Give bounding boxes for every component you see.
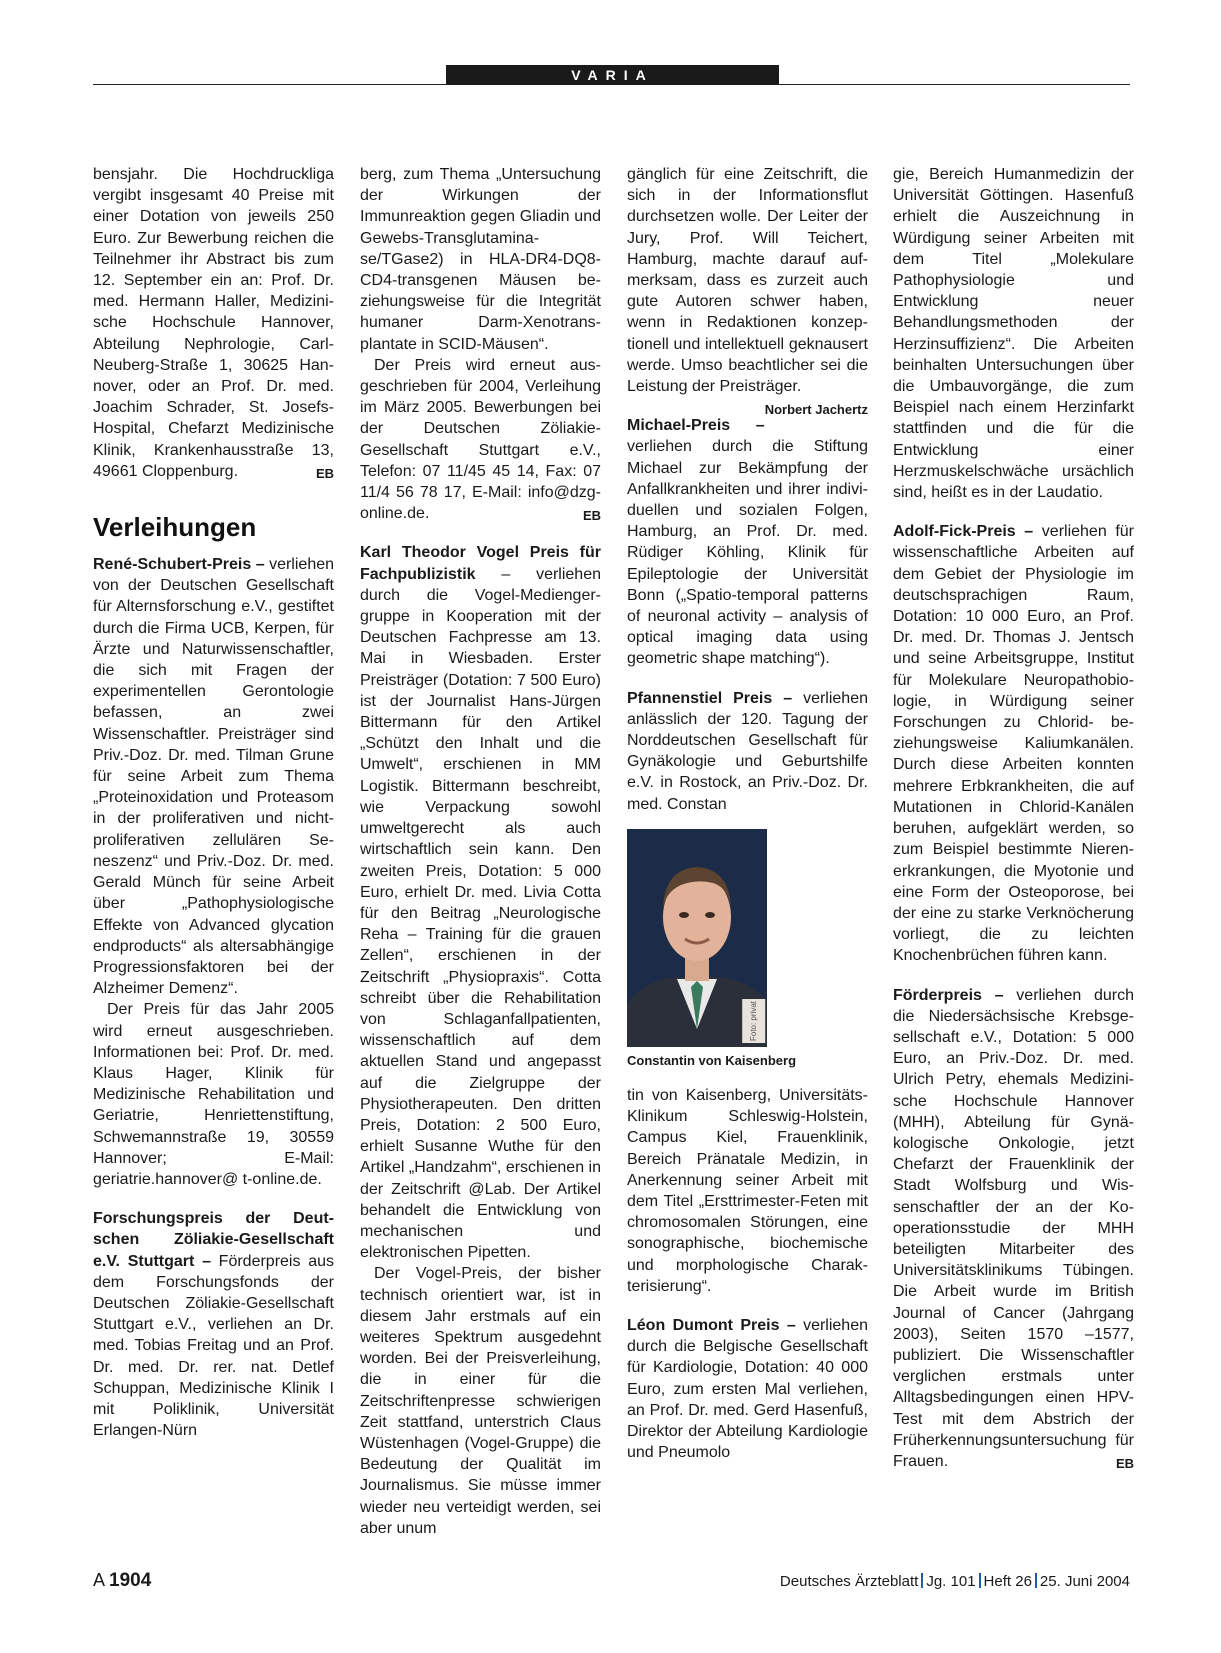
section-heading: Verleihungen: [93, 512, 257, 543]
award-name: Léon Dumont Preis –: [627, 1316, 796, 1334]
author-signature: EB: [582, 508, 601, 524]
paragraph: René-Schubert-Preis – verliehen von der Deutschen Gesellschaft für Alternsforschung e.V., gestiftet durch die Firma UCB, Kerpen, für Ärzte und Naturwissenschaftler, die sich mit Fragen der experimentellen Gerontologie befassen, an zwei Wissenschaftler. Preisträger sind Priv.-Doz. Dr. med. Tilman Grune für seine Arbeit zum Thema „Proteinoxidation und Proteasom in der proliferativen und nichtproliferativen zellulären Seneszenz“ und Priv.-Doz. Dr. med. Gerald Münch für seine Arbeit über „Pathophysiologische Effekte von Advanced glycation endproducts“ als altersabhängige Progressionsfaktoren bei der Alzheimer Demenz“.: [93, 556, 335, 998]
award-name: Pfannenstiel Preis –: [627, 689, 793, 707]
author-signature: Norbert Jachertz: [764, 402, 868, 418]
separator: [979, 1573, 981, 1588]
page-number: [93, 1570, 151, 1592]
column-2: [360, 164, 601, 1539]
paragraph: Der Preis für das Jahr 2005 wird erneut ausgeschrieben. Informationen bei: Prof. Dr. med. Klaus Hager, Klinik für Medizinische Rehabilitation und Geriatrie, Henriettenstiftung, Schwemannstraße 19, 30559 Hannover; E-Mail: geriatrie.hannover@ t-online.de.: [93, 1001, 334, 1188]
paragraph: Forschungspreis der Deutschen Zöliakie-Gesellschaft e.V. Stuttgart – Förderpreis aus dem Forschungsfonds der Deutschen Zöliakie-Gesellschaft Stuttgart e.V., verliehen an Dr. med. Tobias Freitag und an Prof. Dr. med. Dr. rer. nat. Detlef Schuppan, Medizinische Klinik I mit Poliklinik, Universität Erlangen-Nürn: [93, 1210, 334, 1440]
separator: [921, 1573, 923, 1588]
award-name: Förderpreis –: [893, 986, 1004, 1004]
paragraph: Der Preis wird erneut ausgeschrieben für 2004, Verleihung im März 2005. Bewerbungen bei der Deutschen Zöliakie-Gesellschaft Stuttgart e.V., Telefon: 07 11/45 45 14, Fax: 07 11/4 56 78 17, E-Mail: info@dzg-online.de. EB: [360, 355, 601, 525]
award-name: Adolf-Fick-Preis –: [893, 523, 1034, 541]
paragraph: Léon Dumont Preis – verliehen durch die Belgische Gesellschaft für Kardiologie, Dotation: 40 000 Euro, zum ersten Mal verliehen, an Prof. Dr. med. Gerd Hasenfuß, Direktor der Abteilung Kardiologie und Pneumolo: [627, 1316, 868, 1462]
section-header: VARIA: [446, 65, 779, 85]
paragraph: Adolf-Fick-Preis – verliehen für wissenschaftliche Arbeiten auf dem Gebiet der Physiologie im deutschsprachigen Raum, Dotation: 10 000 Euro, an Prof. Dr. med. Dr. Thomas J. Jentsch und seine Arbeitsgruppe, Institut für Molekulare Neuropathobiologie, in Würdigung seiner Forschungen zu Chlorid- beziehungsweise Kaliumkanälen. Durch diese Arbeiten konnten mehrere Erbkrankheiten, die auf Mutationen in Chlorid-Kanälen beruhen, aufgeklärt werden, so zum Beispiel bestimmte Nierenerkrankungen, die Myotonie und eine Form der Osteoporose, bei der eine zu starke Verknöcherung vorliegt, die zu leichten Knochenbrüchen führen kann.: [893, 523, 1134, 965]
author-signature: EB: [1115, 1455, 1134, 1471]
page-number-value: 1904: [109, 1570, 152, 1591]
paragraph: Der Vogel-Preis, der bisher technisch orientiert war, ist in diesem Jahr erstmals auf ein weiteres Spektrum ausgedehnt worden. Bei der Preisverleihung, die in einer für die Zeitschriftenpresse schwierigen Zeit stattfand, unterstrich Claus Wüstenhagen (Vogel-Gruppe) die Bedeutung der Qualität im Journalismus. Sie müsse immer wieder neu verteidigt werden, sei aber unum: [360, 1265, 601, 1537]
paragraph: bensjahr. Die Hochdruckliga vergibt insgesamt 40 Preise mit einer Dotation von jeweils 250 Euro. Zur Bewerbung reichen die Teilnehmer ihr Abstract bis zum 12. September ein an: Prof. Dr. med. Hermann Haller, Medizinische Hochschule Hannover, Abteilung Nephrologie, Carl-Neuberg-Straße 1, 30625 Hannover, oder an Prof. Dr. med. Joachim Schrader, St. Josefs-Hospital, Chefarzt Medizinische Klinik, Krankenhausstraße 13, 49661 Cloppenburg. EB: [93, 164, 334, 482]
paragraph: gänglich für eine Zeitschrift, die sich in der Informationsflut durchsetzen wolle. Der Leiter der Jury, Prof. Will Teichert, Hamburg, machte darauf aufmerksam, dass es zurzeit auch gute Autoren schwer haben, wenn in Redaktionen konzeptionell und intellektuell geknausert werde. Umso beachtlicher sei die Leistung der Preisträger. Norbert Jachertz: [627, 164, 868, 397]
journal-citation: [780, 1573, 1130, 1590]
page-prefix: A: [93, 1570, 105, 1590]
award-name: Karl Theodor Vogel Preis für Fachpublizistik: [360, 544, 601, 583]
photo-caption: Constantin von Kaisenberg: [627, 1052, 797, 1068]
journal-name: Deutsches Ärzteblatt: [779, 1573, 919, 1590]
award-name: Forschungspreis der Deutschen Zöliakie-Gesellschaft e.V. Stuttgart –: [93, 1210, 334, 1270]
photo-credit: Foto: privat: [742, 999, 765, 1043]
column-3: [627, 164, 868, 1463]
award-name: Michael-Preis –: [627, 417, 765, 435]
award-name: René-Schubert-Preis –: [93, 556, 265, 574]
paragraph: Pfannenstiel Preis – verliehen anlässlich der 120. Tagung der Norddeutschen Gesellschaft für Gynäkologie und Geburtshilfe e.V. in Rostock, an Priv.-Doz. Dr. med. Constan: [627, 689, 869, 813]
journal-issue: Heft 26: [983, 1573, 1032, 1590]
paragraph: Förderpreis – verliehen durch die Niedersächsische Krebsgesellschaft e.V., Dotation: 5 000 Euro, an Priv.-Doz. Dr. med. Ulrich Petry, ehemals Medizinische Hochschule Hannover (MHH), Abteilung für Gynäkologische Onkologie, jetzt Chefarzt der Frauenklinik der Stadt Wolfsburg und Wissenschaftler der an der Kooperationsstudie der MHH beteiligten Mitarbeiter des Universitätsklinikums Tübingen. Die Arbeit wurde im British Journal of Cancer (Jahrgang 2003), Seiten 1570 –1577, publiziert. Die Wissenschaftler verglichen erstmals unter Alltagsbedingungen einen HPV-Test mit dem Abstrich der Früherkennungsuntersuchung für Frauen. EB: [893, 985, 1134, 1473]
paragraph: Karl Theodor Vogel Preis für Fachpublizistik – verliehen durch die Vogel-Mediengergruppe in Kooperation mit der Deutschen Fachpresse am 13. Mai in Wiesbaden. Erster Preisträger (Dotation: 7 500 Euro) ist der Journalist Hans-Jürgen Bittermann für den Artikel „Schützt den Inhalt und die Umwelt“, erschienen in MM Logistik. Bittermann beschreibt, wie Verpackung sowohl umweltgerecht als auch wirtschaftlich sein kann. Den zweiten Preis, Dotation: 5 000 Euro, erhielt Dr. med. Livia Cotta für den Beitrag „Neurologische Reha – Training für die grauen Zellen“, erschienen in der Zeitschrift „Physiopraxis“. Cotta schreibt über die Rehabilitation von Schlaganfallpatienten, wissenschaftlich auf dem aktuellen Stand und angepasst auf die Zielgruppe der Physiotherapeuten. Den dritten Preis, Dotation: 2 500 Euro, erhielt Susanne Wuthe für den Artikel „Handzahm“, erschienen in der Zeitschrift @Lab. Der Artikel behandelt die Entwicklung von mechanischen und elektronischen Pipetten.: [360, 544, 601, 1262]
paragraph: Michael-Preis – verliehen durch die Stiftung Michael zur Bekämpfung der Anfallkrankheiten und ihrer individuellen und sozialen Folgen, Hamburg, an Prof. Dr. med. Rüdiger Köhling, Klinik für Epileptologie der Universität Bonn („Spatio-temporal patterns of neuronal activity – analysis of optical imaging data using geometric shape matching“).: [627, 417, 868, 668]
column-4: [893, 164, 1134, 1474]
separator: [1035, 1573, 1037, 1588]
author-signature: EB: [315, 465, 334, 481]
journal-date: 25. Juni 2004: [1039, 1573, 1130, 1590]
column-1: [93, 164, 334, 1441]
paragraph: gie, Bereich Humanmedizin der Universität Göttingen. Hasenfuß erhielt die Auszeichnung in Würdigung seiner Arbeiten mit dem Titel „Molekulare Pathophysiologie und Entwicklung neuer Behandlungsmethoden der Herzinsuffizienz“. Die Arbeiten beinhalten Untersuchungen über die Umbauvorgänge, die zum Beispiel nach einem Herzinfarkt stattfinden und die für die Entwicklung einer Herzmuskelschwäche ursächlich sind, heißt es in der Laudatio.: [893, 166, 1134, 502]
portrait-photo: [627, 829, 767, 1047]
paragraph: tin von Kaisenberg, Universitäts-Klinikum Schleswig-Holstein, Campus Kiel, Frauenklinik, Bereich Pränatale Medizin, in Anerkennung seiner Arbeit mit dem Titel „Ersttrimester-Feten mit chromosomalen Störungen, eine sonographische, biochemische und morphologische Charakterisierung“.: [627, 1086, 868, 1295]
journal-volume: Jg. 101: [926, 1573, 976, 1590]
paragraph: berg, zum Thema „Untersuchung der Wirkungen der Immunreaktion gegen Gliadin und Gewebs-Transglutaminase/TGase2) in HLA-DR4-DQ8-CD4-transgenen Mäusen beziehungsweise für die Integrität humaner Darm-Xenotransplantate in SCID-Mäusen“.: [360, 166, 601, 353]
